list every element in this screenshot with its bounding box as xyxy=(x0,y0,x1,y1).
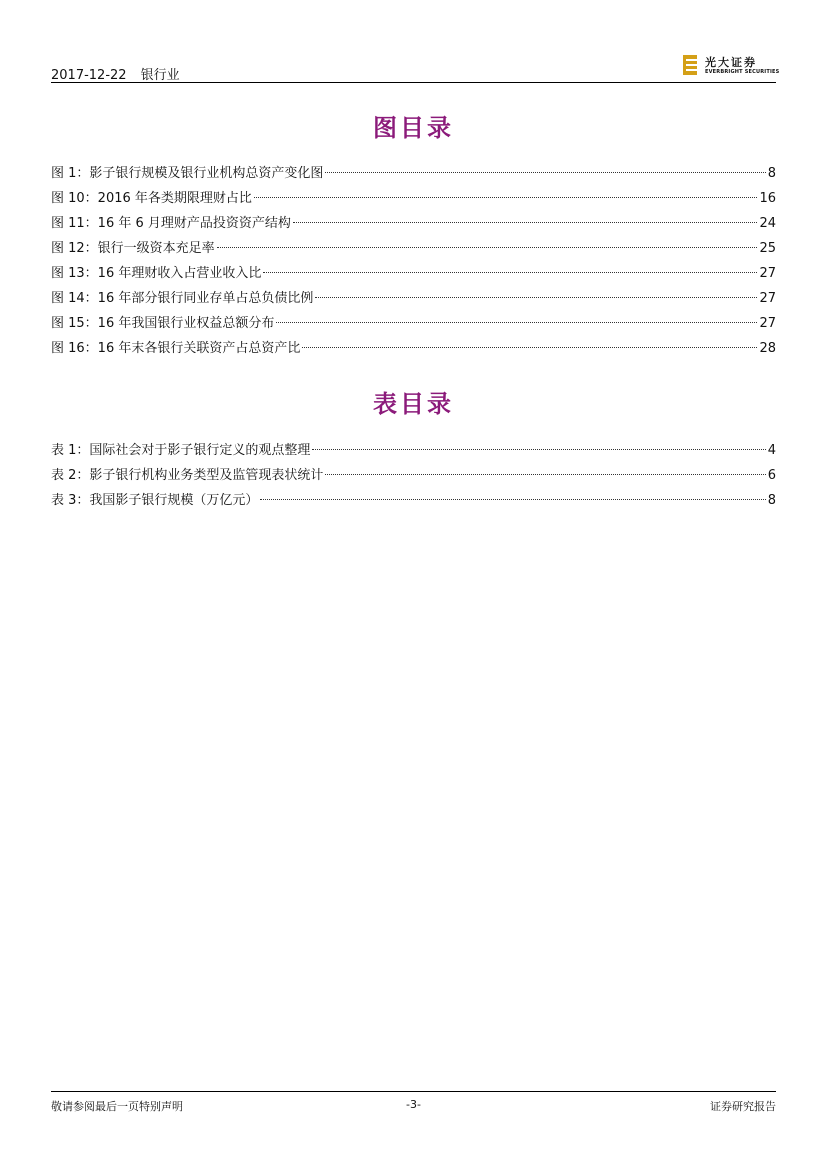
toc-entry-label: 表 1：国际社会对于影子银行定义的观点整理 xyxy=(51,443,311,458)
page-header xyxy=(51,52,780,83)
disclaimer-note: 敬请参阅最后一页特别声明 xyxy=(51,1100,183,1113)
toc-entry-label: 图 12：银行一级资本充足率 xyxy=(51,241,215,256)
toc-dot-leader xyxy=(263,271,757,273)
toc-entry-page: 4 xyxy=(767,443,776,458)
figures-toc-title: 图目录 xyxy=(373,113,454,142)
figures-toc-list xyxy=(51,161,776,361)
toc-entry-label: 图 10：2016 年各类期限理财占比 xyxy=(51,191,252,206)
page-number: -3- xyxy=(406,1098,421,1111)
figure-toc-entry[interactable] xyxy=(51,186,776,211)
table-toc-entry[interactable] xyxy=(51,463,776,488)
toc-entry-page: 27 xyxy=(759,266,776,281)
report-date: 2017-12-22 xyxy=(51,68,127,83)
page-footer xyxy=(51,1091,776,1116)
table-toc-entry[interactable] xyxy=(51,488,776,513)
toc-dot-leader xyxy=(254,196,758,198)
toc-entry-label: 图 11：16 年 6 月理财产品投资资产结构 xyxy=(51,216,291,231)
figure-toc-entry[interactable] xyxy=(51,286,776,311)
logo-text-en: EVERBRIGHT SECURITIES xyxy=(705,69,780,75)
toc-entry-page: 8 xyxy=(767,166,776,181)
logo-text-cn: 光大证券 xyxy=(705,56,757,69)
figure-toc-entry[interactable] xyxy=(51,261,776,286)
toc-entry-page: 25 xyxy=(759,241,776,256)
header-info xyxy=(51,64,180,83)
toc-entry-page: 6 xyxy=(767,468,776,483)
toc-dot-leader xyxy=(217,246,758,248)
table-toc-entry[interactable] xyxy=(51,438,776,463)
toc-entry-label: 表 3：我国影子银行规模（万亿元） xyxy=(51,493,259,508)
toc-entry-page: 24 xyxy=(759,216,776,231)
toc-entry-page: 28 xyxy=(759,341,776,356)
figure-toc-entry[interactable] xyxy=(51,211,776,236)
figure-toc-entry[interactable] xyxy=(51,311,776,336)
everbright-logo-icon xyxy=(683,55,697,75)
toc-dot-leader xyxy=(325,171,765,173)
industry-label: 银行业 xyxy=(140,68,180,83)
everbright-logo xyxy=(681,54,780,78)
figure-toc-entry[interactable] xyxy=(51,336,776,361)
report-type: 证券研究报告 xyxy=(710,1100,776,1113)
toc-dot-leader xyxy=(312,448,765,450)
toc-entry-label: 图 15：16 年我国银行业权益总额分布 xyxy=(51,316,275,331)
toc-entry-page: 16 xyxy=(759,191,776,206)
tables-toc-title: 表目录 xyxy=(373,389,454,418)
toc-entry-page: 27 xyxy=(759,316,776,331)
toc-dot-leader xyxy=(315,296,757,298)
toc-entry-label: 图 16：16 年末各银行关联资产占总资产比 xyxy=(51,341,301,356)
toc-dot-leader xyxy=(260,498,765,500)
toc-entry-label: 图 13：16 年理财收入占营业收入比 xyxy=(51,266,262,281)
toc-entry-page: 8 xyxy=(767,493,776,508)
toc-entry-label: 图 1：影子银行规模及银行业机构总资产变化图 xyxy=(51,166,324,181)
figure-toc-entry[interactable] xyxy=(51,161,776,186)
toc-entry-label: 图 14：16 年部分银行同业存单占总负债比例 xyxy=(51,291,314,306)
toc-entry-label: 表 2：影子银行机构业务类型及监管现表状统计 xyxy=(51,468,324,483)
tables-toc-list xyxy=(51,438,776,513)
toc-dot-leader xyxy=(276,321,757,323)
toc-dot-leader xyxy=(293,221,758,223)
toc-dot-leader xyxy=(325,473,765,475)
figure-toc-entry[interactable] xyxy=(51,236,776,261)
toc-entry-page: 27 xyxy=(759,291,776,306)
toc-dot-leader xyxy=(302,346,757,348)
